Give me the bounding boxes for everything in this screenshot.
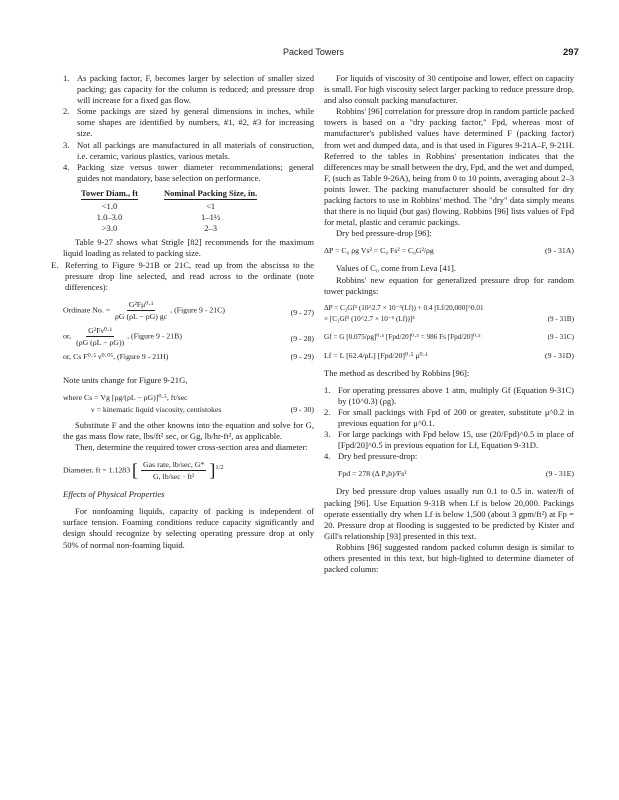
equation-9-29: or, Cs F⁰·⁵ ν⁰·⁰⁵, (Figure 9 - 21H) (9 - 29) [63, 351, 314, 361]
right-column [324, 73, 574, 575]
paragraph: Note units change for Figure 9-21G, [63, 374, 188, 385]
equation-9-31b-line2: × [C₃Gf² (10^2.7 × 10⁻⁵ (Lf))]⁴ (9 - 31B) [324, 314, 574, 323]
list-item: 2. Some packings are sized by general dimensions in inches, while some shapes are identified by numbers, #1, #2, #3 for increasing size. [63, 106, 314, 139]
list-item: 2. For small packings with Fpd of 200 or greater, substitute μ^0.2 in previous equation for μ^0.1. [324, 406, 574, 429]
list-item: 1. For operating pressures above 1 atm, multiply Gf (Equation 9-31C) by (10^0.3) (ρg). [324, 384, 574, 406]
equation-9-27: Ordinate No. = $\frac{\text{G²Fμ⁰·¹}}{\rho G (\rho L - \rho G) gc}$ , (Figure 9 - 21C) (9 - 27) [63, 299, 314, 321]
paragraph: Robbins' [96] correlation for pressure drop in random particle packed towers is based on a "dry packing factor," Fpd, whereas most of manufacturer's published values have determined F (packing factor) from wet and dumped data, and is that used in Figures 9-21A–F, 9-21H. Referred to the tables in Robbins' presentation indicates that the differences may be small between the dry, Fpd, and the wet and dumped, F, (such as Table 9-26A), being from 0 to 10 points, averaging about 2–3 points lower. The packing manufacturer should be consulted for dry packing factors to use in Robbins' method. The "dry" data simply means that there is no liquid (but gas) flowing. Robbins [96] lists values of Fpd for metal, plastic and ceramic packings. [324, 106, 574, 228]
section-subheading: Effects of Physical Properties [63, 489, 165, 500]
table-cell: 1–1½ [201, 212, 221, 223]
equation-9-31a: ΔP = C₀ ρg Vs² = C₀ Fs² = C₀G²/ρg (9 - 31A) [324, 246, 574, 256]
list-item: 3. For large packings with Fpd below 15, use (20/Fpd)^0.5 in place of [Fpd/20]^0.5 in previous equation for Lf, Equation 9-31D. [324, 429, 574, 451]
packing-size-table [81, 188, 314, 234]
table-cell: <1 [206, 201, 216, 212]
page-number: 297 [563, 47, 579, 58]
left-column [51, 73, 314, 551]
paragraph: Dry bed pressure drop values usually run 0.1 to 0.5 in. water/ft of packing [96]. Use Equation 9-31B when Lf is below 20,000. Packings operate essentially dry when Lf is below 1,500 (about 3 gpm/ft²) at Fp = 20. Pressure drop at flooding is suggested to be predicted by Kister and Gill's relationship [93] presented in this text. [324, 486, 574, 541]
equation-9-28: or, $\frac{\text{G²Fν⁰·¹}}{(\rho G (\rho L - \rho G))}$ , (Figure 9 - 21B) (9 - 28) [63, 325, 314, 347]
paragraph: Values of C₀ come from Leva [41]. [336, 263, 456, 274]
table-cell: 1.0–3.0 [96, 212, 123, 223]
equation-9-31e: Fpd = 278 (Δ P₀b)/Fs² (9 - 31E) [338, 469, 574, 479]
table-cell: <1.0 [101, 201, 118, 212]
list-item: 3. Not all packings are manufactured in all materials of construction, i.e. ceramic, various plastics, various metals. [63, 139, 314, 161]
paragraph: For nonfoaming liquids, capacity of packing is independent of surface tension. Foaming conditions reduce capacity significantly and design should recognize by selecting operating pressure drop at only 50% of normal non-foaming liquid. [63, 506, 314, 550]
paragraph: Substitute F and the other knowns into the equation and solve for G, the gas mass flow rate, lbs/ft² sec, or Gg, lb/hr-ft², as applicable. [63, 419, 314, 441]
paragraph: Robbins [96] suggested random packed column design is similar to others presented in this text, but high-lighted to determine diameter of packed column: [324, 541, 574, 575]
table-cell: 2–3 [204, 223, 218, 234]
paragraph: The method as described by Robbins [96]: [324, 367, 470, 378]
paragraph: For liquids of viscosity of 30 centipoise and lower, effect on capacity is small. For high viscosity select larger packing to reduce pressure drop, and also consult packing manufacturer. [324, 73, 574, 106]
list-item: 4. Dry bed pressure-drop: [324, 451, 418, 462]
table-cell: >3.0 [101, 223, 118, 234]
list-item: 1. As packing factor, F, becomes larger by selection of smaller sized packing; gas capacity for the column is reduced; and pressure drop will increase for a fixed gas flow. [63, 73, 314, 106]
table-header: Nominal Packing Size, in. [164, 188, 257, 200]
table-header: Tower Diam., ft [81, 188, 138, 200]
paragraph: Dry bed pressure-drop [96]: [336, 228, 432, 239]
equation-9-31b: ΔP = C₃Gf² (10^2.7 × 10⁻⁵(Lf)) + 0.4 [Lf/20,000]^0.01 [324, 303, 484, 312]
equation-9-30: where Cs = Vg [ρg/(ρL − ρG)]⁰·⁵, ft/sec [63, 392, 188, 402]
page-header [0, 47, 619, 61]
paragraph: Then, determine the required tower cross-section area and diameter: [75, 442, 308, 453]
list-item: 4. Packing size versus tower diameter recommendations; general guides not mandatory, base selection on performance. [63, 161, 314, 183]
running-title: Packed Towers [283, 47, 344, 57]
paragraph: Table 9-27 shows what Strigle [82] recommends for the maximum liquid loading as related to packing size. [63, 237, 314, 259]
paragraph: Robbins' new equation for generalized pressure drop for random tower packings: [324, 274, 574, 296]
diameter-equation: Diameter, ft = 1.1283 [ $\frac{\text{Gas rate, lb/sec, G*}}{\text{G, lb/sec · ft²}}$ ]$^{1/2}$ [63, 460, 224, 482]
equation-9-31c: Gf = G [0.075/ρg]⁰·⁵ [Fpd/20]⁰·⁵ = 986 Fs [Fpd/20]⁰·⁵ (9 - 31C) [324, 332, 574, 341]
list-item: E. Referring to Figure 9-21B or 21C, read up from the abscissa to the pressure drop line selected, and read across to the ordinate (note differences): [51, 259, 314, 292]
equation-9-31d: Lf = L [62.4/ρL] [Fpd/20]⁰·⁵ μ⁰·¹ (9 - 31D) [324, 350, 574, 360]
equation-9-30-line2: ν = kinematic liquid viscosity, centistokes (9 - 30) [91, 404, 314, 414]
